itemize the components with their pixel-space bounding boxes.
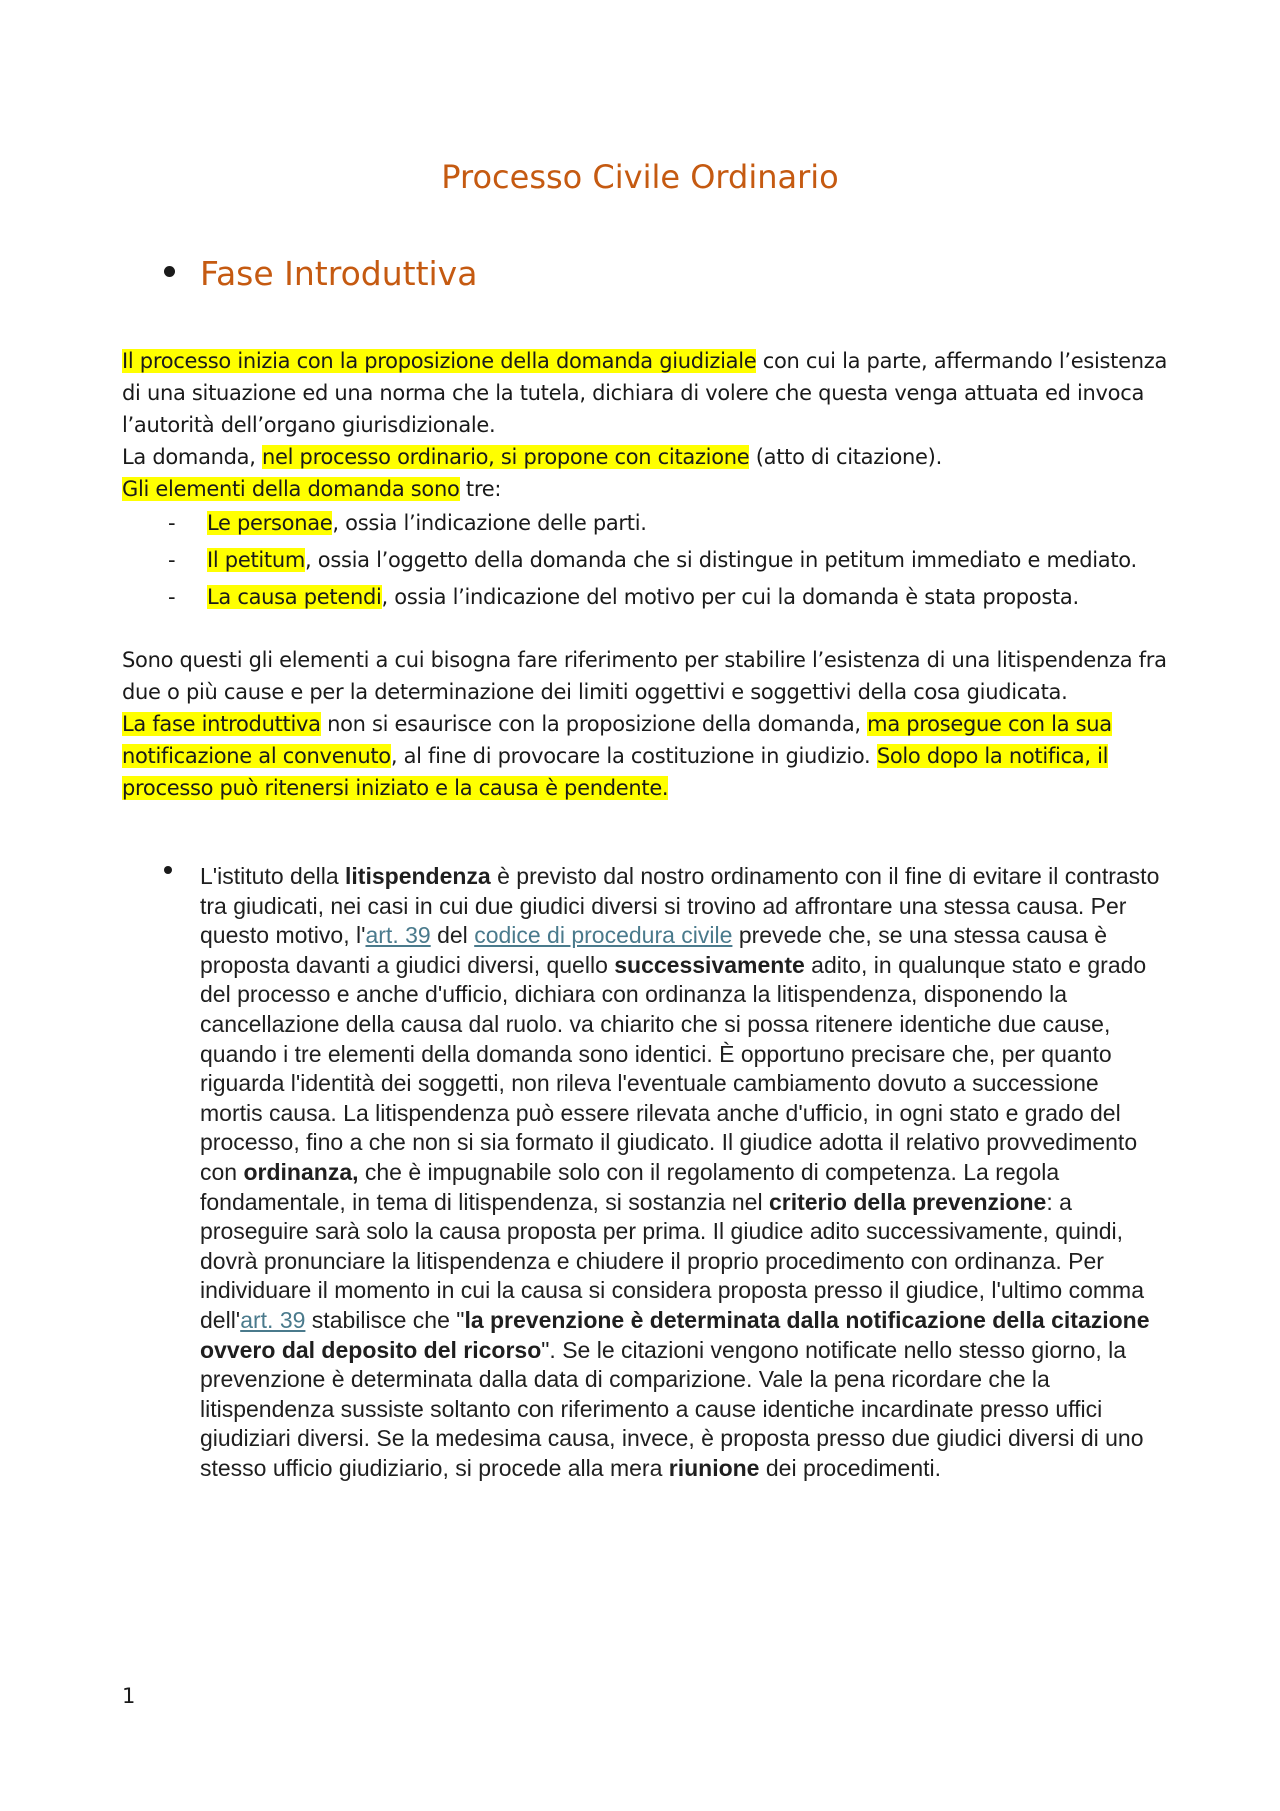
intro-paragraph-1 bbox=[122, 345, 1172, 441]
highlight: Il petitum bbox=[207, 548, 306, 572]
text-run: tre: bbox=[459, 477, 502, 501]
list-item bbox=[122, 505, 1172, 542]
dash-marker: - bbox=[168, 511, 176, 535]
dash-marker: - bbox=[168, 548, 176, 572]
text-run: adito, in qualunque stato e grado del processo e anche d'ufficio, dichiara con ordinanza la litispendenza, disponendo la cancellazione della causa dal ruolo. va chiarito che si possa ritenere identiche due cause, quando i tre elementi della domanda sono identici. È opportuno precisare che, per quanto riguarda l'identità dei soggetti, non rileva l'eventuale cambiamento dovuto a successione mortis causa. La litispendenza può essere rilevata anche d'ufficio, in ogni stato e grado del processo, fino a che non si sia formato il giudicato. Il giudice adotta il relativo provvedimento con bbox=[200, 951, 1147, 1185]
bold-term: litispendenza bbox=[345, 863, 491, 889]
spacer bbox=[122, 616, 1172, 644]
section-heading-label: Fase Introduttiva bbox=[200, 254, 478, 293]
text-run: con cui la parte, affermando l’esistenza di una situazione ed una norma che la tutela, dichiara di volere che questa venga attuata ed invoca l’autorità dell’organo giurisdizionale. bbox=[122, 349, 1168, 437]
bold-term: ordinanza, bbox=[243, 1158, 359, 1185]
bold-term: successivamente bbox=[614, 951, 805, 978]
page-number: 1 bbox=[122, 1684, 136, 1708]
art-39-link[interactable]: art. 39 bbox=[365, 922, 431, 949]
highlight: Solo dopo la notifica, il processo può ritenersi iniziato e la causa è pendente. bbox=[122, 744, 1109, 800]
intro-paragraph-2 bbox=[122, 441, 1172, 473]
intro-paragraph-4: Sono questi gli elementi a cui bisogna fare riferimento per stabilire l’esistenza di una litispendenza fra due o più cause e per la determinazione dei limiti oggettivi e soggettivi della cosa giudicata. bbox=[122, 648, 1167, 704]
bullet-icon bbox=[164, 866, 172, 874]
highlight: nel processo ordinario, si propone con citazione bbox=[262, 445, 750, 469]
codice-procedura-civile-link[interactable]: codice di procedura civile bbox=[474, 922, 733, 949]
bold-term: la prevenzione è determinata dalla notificazione della citazione ovvero dal deposito del ricorso bbox=[200, 1306, 1150, 1363]
litispendenza-text bbox=[200, 862, 1166, 1483]
intro-paragraph-5 bbox=[122, 708, 1172, 804]
text-run: : a proseguire sarà solo la causa proposta per prima. Il giudice adito successivamente, quindi, dovrà pronunciare la litispendenza e chiudere il proprio procedimento con ordinanza. Per individuare il momento in cui la causa si considera proposta presso il giudice, l'ultimo comma dell' bbox=[200, 1188, 1144, 1333]
text-run: dei procedimenti. bbox=[759, 1454, 942, 1481]
text-run: è previsto dal nostro ordinamento con il fine di evitare il contrasto tra giudicati, nei casi in cui due giudici diversi si trovino ad affrontare una stessa causa. Per questo motivo, l' bbox=[200, 863, 1160, 949]
highlight: Il processo inizia con la proposizione della domanda giudiziale bbox=[122, 349, 757, 373]
text-run: , ossia l’indicazione del motivo per cui la domanda è stata proposta. bbox=[381, 585, 1079, 609]
document-title: Processo Civile Ordinario bbox=[441, 158, 839, 196]
litispendenza-paragraph bbox=[200, 862, 1166, 1483]
intro-paragraph-3 bbox=[122, 473, 1172, 505]
bold-term: criterio della prevenzione bbox=[768, 1188, 1047, 1215]
text-run: prevede che, se una stessa causa è proposta davanti a giudici diversi, quello bbox=[200, 922, 1108, 978]
dash-marker: - bbox=[168, 585, 176, 609]
highlight: La causa petendi bbox=[207, 585, 382, 609]
text-run: , ossia l’indicazione delle parti. bbox=[332, 511, 647, 535]
highlight: ma prosegue con la sua notificazione al convenuto bbox=[122, 712, 1112, 768]
bullet-icon bbox=[164, 266, 175, 277]
intro-text bbox=[122, 345, 1172, 804]
text-run: stabilisce che " bbox=[305, 1306, 465, 1333]
list-item bbox=[122, 542, 1172, 579]
text-run: , al fine di provocare la costituzione in giudizio. bbox=[390, 744, 877, 768]
bold-term: riunione bbox=[668, 1454, 760, 1481]
list-item bbox=[122, 579, 1172, 616]
text-run: che è impugnabile solo con il regolamento di competenza. La regola fondamentale, in tema di litispendenza, si sostanzia nel bbox=[200, 1158, 1060, 1215]
highlight: Le personae bbox=[207, 511, 333, 535]
text-run: non si esaurisce con la proposizione della domanda, bbox=[320, 712, 868, 736]
highlight: Gli elementi della domanda sono bbox=[122, 477, 460, 501]
text-run: , ossia l’oggetto della domanda che si distingue in petitum immediato e mediato. bbox=[305, 548, 1137, 572]
text-run: ". Se le citazioni vengono notificate nello stesso giorno, la prevenzione è determinata dalla data di comparizione. Vale la pena ricordare che la litispendenza sussiste soltanto con riferimento a cause identiche incardinate presso uffici giudiziari diversi. Se la medesima causa, invece, è proposta presso due giudici diversi di uno stesso ufficio giudiziario, si procede alla mera bbox=[200, 1336, 1144, 1481]
text-run: L'istituto della bbox=[200, 863, 346, 889]
highlight: La fase introduttiva bbox=[122, 712, 321, 736]
text-run: La domanda, bbox=[122, 445, 263, 469]
text-run: (atto di citazione). bbox=[749, 445, 942, 469]
elements-list bbox=[122, 505, 1172, 616]
art-39-link-2[interactable]: art. 39 bbox=[240, 1306, 306, 1333]
text-run: del bbox=[430, 922, 475, 949]
